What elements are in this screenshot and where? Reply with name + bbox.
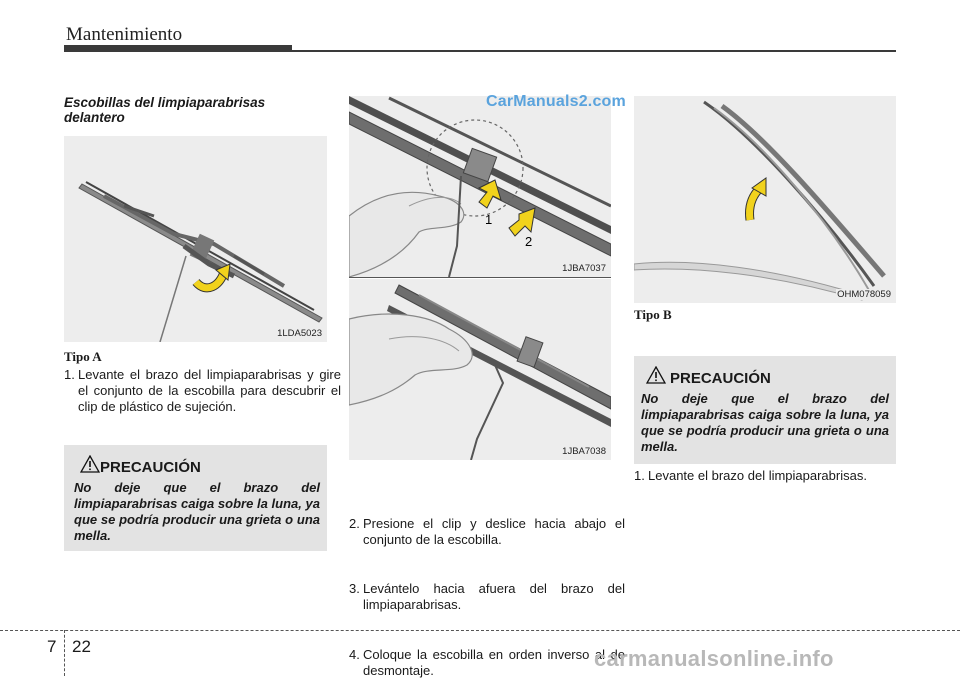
figure-clip-press	[349, 96, 611, 277]
step-text: Levántelo hacia afuera del brazo del limpiaparabrisas.	[363, 581, 625, 612]
type-a-heading: Tipo A	[64, 349, 102, 364]
caution-box-left	[64, 445, 327, 551]
watermark-logo: CarManuals2.com	[486, 93, 626, 110]
page-number: 22	[72, 637, 91, 656]
step-number: 1.	[64, 367, 75, 382]
step-text: Coloque la escobilla en orden inverso al de desmontaje.	[363, 647, 625, 678]
footer-separator	[64, 630, 65, 676]
wiper-illustration-a	[64, 136, 327, 342]
step-4	[349, 647, 625, 679]
figure-code: 1LDA5023	[277, 328, 322, 339]
warning-triangle-icon	[646, 366, 666, 384]
step-3	[349, 581, 625, 613]
header-rule	[292, 50, 896, 52]
header-bar	[64, 45, 292, 52]
type-a-step-1	[64, 367, 341, 415]
wiper-illustration-b	[634, 96, 896, 303]
caution-title: PRECAUCIÓN	[670, 370, 771, 387]
figure-blade-remove	[349, 279, 611, 460]
step-text: Levante el brazo del limpiaparabrisas y gire el conjunto de la escobilla para descubrir el clip de plástico de sujeción.	[78, 367, 341, 414]
chapter-number: 7	[47, 637, 57, 656]
figure-code: OHM078059	[837, 289, 891, 300]
section-title: Escobillas del limpiaparabrisas delantero	[64, 95, 266, 125]
footer-rule	[0, 630, 960, 631]
step-number: 3.	[349, 581, 360, 596]
step-text: Levante el brazo del limpiaparabrisas.	[648, 468, 867, 483]
page-header-title: Mantenimiento	[66, 24, 183, 45]
warning-triangle-icon	[80, 455, 100, 473]
wiper-illustration-remove	[349, 279, 611, 460]
step-text: Presione el clip y deslice hacia abajo el conjunto de la escobilla.	[363, 516, 625, 547]
step-number: 1.	[634, 468, 645, 483]
caution-body: No deje que el brazo del limpiaparabrisas caiga sobre la luna, ya que se podría producir una grieta o una mella.	[641, 391, 889, 454]
caution-body: No deje que el brazo del limpiaparabrisas caiga sobre la luna, ya que se podría producir una grieta o una mella.	[74, 480, 320, 543]
caution-title: PRECAUCIÓN	[100, 459, 201, 476]
type-b-step-1	[634, 468, 910, 484]
caution-box-right	[634, 356, 896, 464]
callout-1: 1	[485, 212, 493, 227]
step-number: 4.	[349, 647, 360, 662]
figure-wiper-type-a	[64, 136, 327, 342]
step-2	[349, 516, 625, 548]
figure-code: 1JBA7037	[562, 263, 606, 274]
step-number: 2.	[349, 516, 360, 531]
figure-divider	[349, 277, 611, 278]
figure-wiper-type-b	[634, 96, 896, 303]
wiper-illustration-clip	[349, 96, 611, 277]
callout-2: 2	[525, 234, 533, 249]
figure-code: 1JBA7038	[562, 446, 606, 457]
site-watermark: carmanualsonline.info	[594, 646, 834, 671]
type-b-heading: Tipo B	[634, 307, 672, 322]
